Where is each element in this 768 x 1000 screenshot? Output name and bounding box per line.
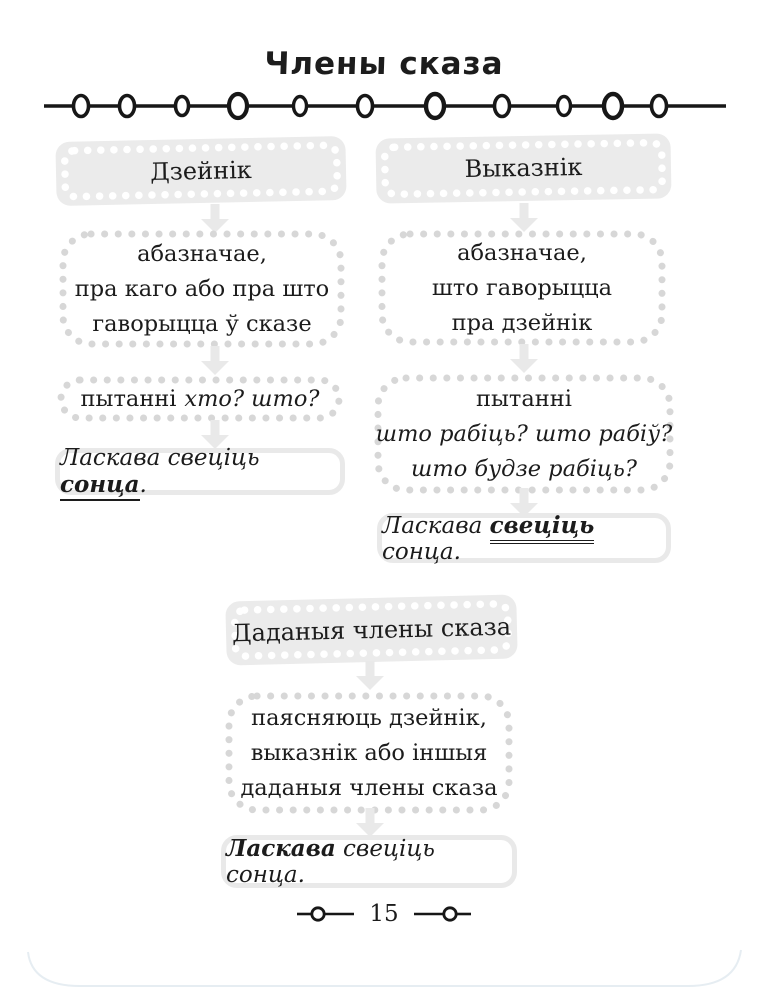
definition-line: абазначае,	[457, 239, 587, 266]
example-post: свеціць сонца.	[226, 836, 435, 888]
predicate-questions-line: што будзе рабіць?	[411, 455, 637, 482]
example-pre: Ласкава	[382, 512, 490, 539]
example-pre: Ласкава свеціць	[60, 445, 260, 471]
definition-line: пра дзейнік	[451, 309, 593, 336]
secondary-highlight-word: Ласкава	[226, 835, 336, 862]
predicate-header-label: Выказнік	[464, 152, 583, 184]
subject-questions-list: хто? што?	[184, 385, 320, 412]
definition-line: абазначае,	[137, 240, 267, 267]
page-title: Члены сказа	[263, 46, 505, 82]
definition-line: даданыя члены сказа	[240, 774, 498, 801]
definition-line: пра каго або пра што	[74, 275, 330, 302]
subject-header-label: Дзейнік	[149, 155, 253, 186]
definition-line: што гаворыцца	[431, 274, 613, 301]
questions-label: пытанні	[476, 385, 572, 412]
page-number: 15	[369, 901, 399, 927]
predicate-questions-line: што рабіць? што рабіў?	[375, 420, 673, 447]
definition-line: паясняюць дзейнік,	[251, 704, 487, 731]
secondary-header-label: Даданыя члены сказа	[231, 612, 512, 647]
questions-label: пытанні	[80, 385, 177, 412]
subject-highlight-word: сонца	[60, 471, 140, 501]
example-post: сонца.	[382, 538, 461, 565]
definition-line: выказнік або іншыя	[250, 739, 488, 766]
example-post: .	[139, 472, 147, 498]
definition-line: гаворыцца ў сказе	[92, 310, 312, 337]
predicate-highlight-word: свеціць	[490, 512, 595, 544]
